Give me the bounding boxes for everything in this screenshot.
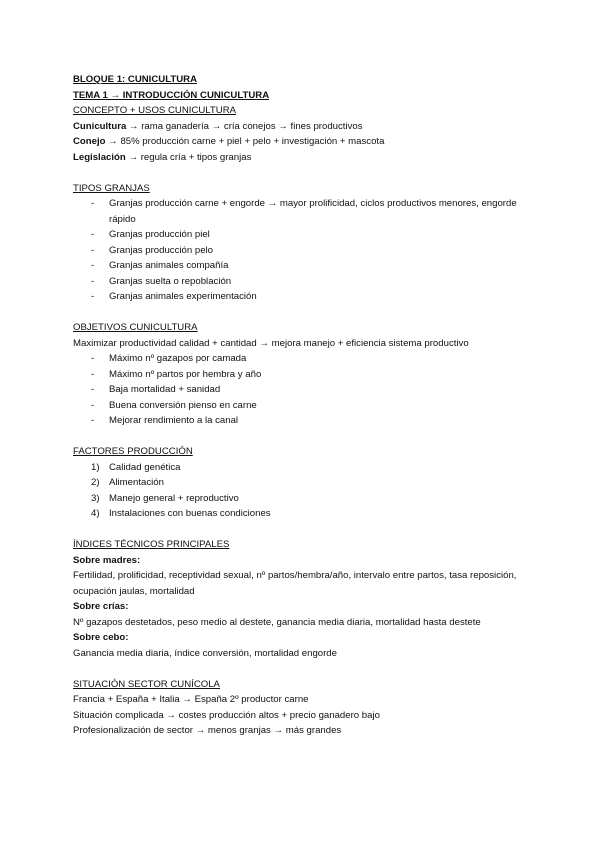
list-item <box>73 491 540 507</box>
objectives-list <box>73 351 540 429</box>
list-item-text: Granjas animales experimentación <box>109 291 257 302</box>
mothers-label: Sobre madres: <box>73 554 141 566</box>
litters-label: Sobre crías: <box>73 601 129 612</box>
concept-term: Conejo <box>73 136 106 147</box>
list-item-text: Granjas animales compañía <box>109 260 229 271</box>
list-item <box>73 351 540 367</box>
list-item-text: Alimentación <box>109 477 164 488</box>
dash-marker: - <box>91 244 95 256</box>
list-item-text: Baja mortalidad + sanidad <box>109 384 221 395</box>
list-item-text: Buena conversión pienso en carne <box>109 399 257 411</box>
list-item-text: Máximo nº partos por hembra y año <box>109 368 262 380</box>
dash-marker: - <box>91 399 95 411</box>
list-item-text: Manejo general + reproductivo <box>109 492 239 504</box>
list-item <box>73 460 540 476</box>
fattening-label: Sobre cebo: <box>73 632 129 643</box>
fattening-text: Ganancia media diaria, índice conversión, mortalidad engorde <box>73 647 337 659</box>
topic-title: TEMA 1 → INTRODUCCIÓN CUNICULTURA <box>73 89 270 101</box>
dash-marker: - <box>91 368 95 380</box>
list-item-text: Granjas producción pelo <box>109 244 213 256</box>
list-item-text: Mejorar rendimiento a la canal <box>109 415 239 426</box>
objectives-intro: Maximizar productividad calidad + cantidad → mejora manejo + eficiencia sistema productivo <box>73 337 469 349</box>
number-marker: 4) <box>91 508 100 519</box>
dash-marker: - <box>91 384 95 395</box>
concept-section <box>73 103 540 165</box>
litters-text: Nº gazapos destetados, peso medio al destete, ganancia media diaria, mortalidad hasta destete <box>73 616 481 628</box>
factors-heading: FACTORES PRODUCCIÓN <box>73 446 193 457</box>
indices-heading: ÍNDICES TÉCNICOS PRINCIPALES <box>73 539 230 550</box>
farm-types-section <box>73 181 540 305</box>
dash-marker: - <box>91 415 95 426</box>
concept-term: Legislación <box>73 151 126 163</box>
dash-marker: - <box>91 353 95 364</box>
sector-heading: SITUACIÓN SECTOR CUNÍCOLA <box>73 678 220 690</box>
list-item-text: Calidad genética <box>109 461 181 473</box>
concept-text: → rama ganadería → cría conejos → fines productivos <box>126 120 363 132</box>
concept-line <box>73 119 540 135</box>
list-item <box>73 382 540 398</box>
concept-line <box>73 134 540 150</box>
list-item-text: Instalaciones con buenas condiciones <box>109 508 271 519</box>
list-item <box>73 274 540 290</box>
mothers-text: Fertilidad, prolificidad, receptividad sexual, nº partos/hembra/año, intervalo entre partos, tasa reposición, ocupación jaulas, mortalidad <box>73 570 517 597</box>
list-item <box>73 243 540 259</box>
list-item-text: Granjas producción piel <box>109 229 210 240</box>
factors-list <box>73 460 540 522</box>
list-item <box>73 289 540 305</box>
concept-term: Cunicultura <box>73 120 127 132</box>
sector-line: Situación complicada → costes producción altos + precio ganadero bajo <box>73 709 380 721</box>
list-item <box>73 475 540 491</box>
list-item-text: Máximo nº gazapos por camada <box>109 353 247 364</box>
number-marker: 2) <box>91 477 100 488</box>
dash-marker: - <box>91 229 95 240</box>
list-item <box>73 227 540 243</box>
dash-marker: - <box>91 275 95 287</box>
list-item <box>73 196 540 227</box>
dash-marker: - <box>91 260 95 271</box>
farm-types-list <box>73 196 540 305</box>
indices-section <box>73 537 540 661</box>
list-item <box>73 367 540 383</box>
objectives-heading: OBJETIVOS CUNICULTURA <box>73 322 198 333</box>
list-item-text: Granjas producción carne + engorde → mayor prolificidad, ciclos productivos menores, engorde rápido <box>109 198 517 225</box>
block-title: BLOQUE 1: CUNICULTURA <box>73 74 198 85</box>
number-marker: 3) <box>91 492 100 504</box>
list-item <box>73 258 540 274</box>
list-item <box>73 506 540 522</box>
sector-section <box>73 677 540 739</box>
concept-text: → 85% producción carne + piel + pelo + investigación + mascota <box>105 136 385 147</box>
dash-marker: - <box>91 198 95 209</box>
list-item <box>73 398 540 414</box>
sector-line: Profesionalización de sector → menos granjas → más grandes <box>73 725 342 736</box>
factors-section <box>73 444 540 522</box>
number-marker: 1) <box>91 461 100 473</box>
concept-heading: CONCEPTO + USOS CUNICULTURA <box>73 105 237 116</box>
farm-types-heading: TIPOS GRANJAS <box>73 182 150 194</box>
sector-line: Francia + España + Italia → España 2º productor carne <box>73 694 309 705</box>
objectives-section <box>73 320 540 429</box>
list-item-text: Granjas suelta o repoblación <box>109 275 232 287</box>
list-item <box>73 413 540 429</box>
concept-line <box>73 150 540 166</box>
dash-marker: - <box>91 291 95 302</box>
concept-text: → regula cría + tipos granjas <box>125 151 252 163</box>
